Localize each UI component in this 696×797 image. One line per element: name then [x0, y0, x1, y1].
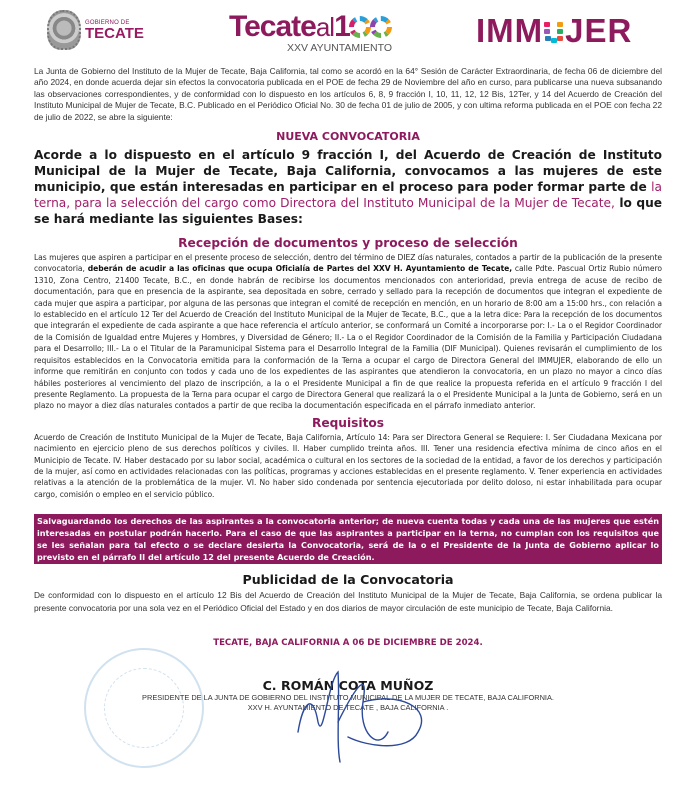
date-line: TECATE, BAJA CALIFORNIA A 06 DE DICIEMBRE DE 2024.: [213, 638, 483, 649]
document-title: NUEVA CONVOCATORIA: [276, 130, 420, 144]
lead-paragraph: Acorde a lo dispuesto en el artículo 9 fracción I, del Acuerdo de Creación de Instituto Municipal de la Mujer de Tecate, Baja California, convocamos a las mujeres de este municipio, que están interesadas en participar en el proceso para poder formar parte de la terna, para la selección del cargo como Directora del Instituto Municipal de la Mujer de Tecate, lo que se hará mediante las siguientes Bases:: [34, 148, 663, 227]
highlight-notice: Salvaguardando los derechos de las aspirantes a la convocatoria anterior; de nueva cuenta todas y cada una de las mujeres que estén interesadas en postular podrán hacerlo. Para el caso de que las aspirantes a participar en la terna, no cumplan con los requisitos que se les señalan para tal efecto o se declare desierta la Convocatoria, será de la o el Presidente de la Junta de Gobierno aplicar lo previsto en el párrafo II del artículo 12 del presente Acuerdo de Creación.: [34, 514, 662, 564]
letterhead: [0, 0, 696, 62]
logo-tecate-number: 1: [334, 10, 350, 43]
section-title-requisitos: Requisitos: [311, 415, 385, 430]
colored-dots-zero-icon: [370, 16, 392, 38]
signer-name: C. ROMÁN COTA MUÑOZ: [262, 678, 434, 694]
logo-tecate-word: Tecate: [229, 10, 316, 43]
lead-accent-text: la terna, para la selección del cargo como Directora del Instituto Municipal de la Mujer de Tecate,: [34, 180, 662, 211]
signer-role: PRESIDENTE DE LA JUNTA DE GOBIERNO DEL INSTITUTO MUNICIPAL DE LA MUJER DE TECATE, BAJA CALIFORNIA.: [142, 693, 554, 703]
colored-dots-zero-icon: [349, 16, 371, 38]
logo-tecate-al: al: [315, 12, 335, 42]
logo-tecate-subtitle: XXV AYUNTAMIENTO: [287, 42, 393, 54]
gobierno-tecate-logo: [47, 10, 144, 50]
publicidad-paragraph: De conformidad con lo dispuesto en el artículo 12 Bis del Acuerdo de Creación del Instituto Municipal de la Mujer de Tecate, Baja California, se ordena publicar la presente convocatoria por una sola vez en el Periódico Oficial del Estado y en dos diarios de mayor circulación de este municipio de Tecate, Baja California.: [34, 590, 662, 613]
colored-u-icon: [543, 19, 565, 43]
requisitos-paragraph: Acuerdo de Creación de Instituto Municipal de la Mujer de Tecate, Baja California, Artículo 14: Para ser Directora General se Requiere: I. Ser Ciudadana Mexicana por nacimiento en ejercicio pleno de sus derechos políticos y civiles. II. Haber cumplido treinta años. III. Tener una residencia efectiva mínima de cinco años en el Municipio de Tecate. IV. Haber destacado por su labor social, académica o cultural en los sectores de la sociedad de la entidad, a favor de los derechos y participación de la mujer, así como en actividades relacionadas con las políticas, programas y acciones establecidas en el presente reglamento. V. Tener experiencia en actividades relativas a la atención de la problemática de la mujer. VI. No haber sido condenada por sentencia ejecutoriada por delito doloso, ni estar inhabilitada para ocupar cargo, comisión o empleo en el servicio público.: [34, 432, 662, 499]
document-body: [34, 66, 662, 713]
signer-office: XXV H. AYUNTAMIENTO DE TECATE , BAJA CALIFORNIA .: [247, 703, 449, 713]
logo-gobierno-small: GOBIERNO DE: [85, 19, 130, 26]
section-title-recepcion: Recepción de documentos y proceso de selección: [178, 236, 518, 251]
section-title-publicidad: Publicidad de la Convocatoria: [242, 572, 454, 588]
municipal-seal-icon: [47, 10, 81, 50]
tecate-al-100-logo: [229, 12, 429, 54]
intro-paragraph: La Junta de Gobierno del Instituto de la Mujer de Tecate, Baja California, tal como se acordó en la 64° Sesión de Carácter Extraordinaria, de fecha 06 de diciembre del año 2024, en donde acuerda dejar sin efectos la convocatoria publicada en el POE de fecha 29 de Noviembre del año en curso, para publicarse una nueva subsanando las observaciones correspondientes, y de conformidad con lo dispuesto en los artículos 6, 8, 9 fracción I, 10, 11, 12, 12 Bis, 12Ter, y 14 del Acuerdo de Creación del Instituto Municipal de Mujer de Tecate, B.C. Publicado en el Periódico Oficial No. 30 de fecha 01 de julio de 2005, y con ultima reforma publicada en el POE con fecha 22 de julio de 2022, se abre la siguiente:: [34, 66, 662, 122]
logo-gobierno-big: TECATE: [85, 24, 144, 42]
immujer-logo: IMM JER: [476, 12, 633, 49]
recepcion-paragraph: Las mujeres que aspiren a participar en el presente proceso de selección, dentro del término de DIEZ días naturales, contados a partir de la publicación de la presente convocatoria, deberán de acudir a las oficinas que ocupa Oficialía de Partes del XXV H. Ayuntamiento de Tecate, calle Pdte. Pascual Ortiz Rubio número 1310, Zona Centro, 21400 Tecate, B.C., en donde habrán de recibirse los documentos mencionados con anterioridad, previa entrega de acuse de recibo de documentación, para que en presencia de la aspirante, sea depositada en sobre, cerrado y sellado para la recepción de documentos que integran el expediente de cada mujer que aspira a participar, por alguna de las personas que integran el comité de recepción en mención, en un horario de 8:00 am a 15:00 hrs., con relación a lo establecido en el artículo 12 Ter del Acuerdo de Creación del Instituto Municipal de la Mujer de Tecate, B.C., que a la letra dice: Para la recepción de los documentos que integrarán el expediente de cada aspirante a que hace referencia el artículo anterior, se conformará un Comité a incorporarse por: I.- La o el Regidor Coordinador de la Comisión de Igualdad entre Mujeres y Hombres, y Diversidad de Género; II.- La o el Regidor Coordinador de la Comisión de la Familia y Participación Ciudadana para el Desarrollo; III.- La o el Titular de la Paramunicipal Sistema para el Desarrollo Integral de la Familia (DIF Municipal). Quienes revisarán el cumplimiento de los requisitos establecidos en la Convocatoria emitida para la conformación de la Terna a ocupar el cargo de Directora General del IMMUJER, elaborando de ello un informe que remitirán en conjunto con todos y cada uno de los expedientes de las aspirantes que atendieron la convocatoria, en un plazo no mayor a cinco días hábiles posteriores al vencimiento del plazo de inscripción, a la o el Presidente Municipal a fin de que realice la propuesta referida en el artículo 9 fracción I del presente Reglamento. La propuesta de la Terna para ocupar el cargo de Directora General que realizará la o el Presidente Municipal a la Junta de Gobierno, será en un plazo no mayor a diez días naturales contados a partir de que reciba la documentación especificada en el párrafo inmediato anterior.: [34, 253, 662, 411]
